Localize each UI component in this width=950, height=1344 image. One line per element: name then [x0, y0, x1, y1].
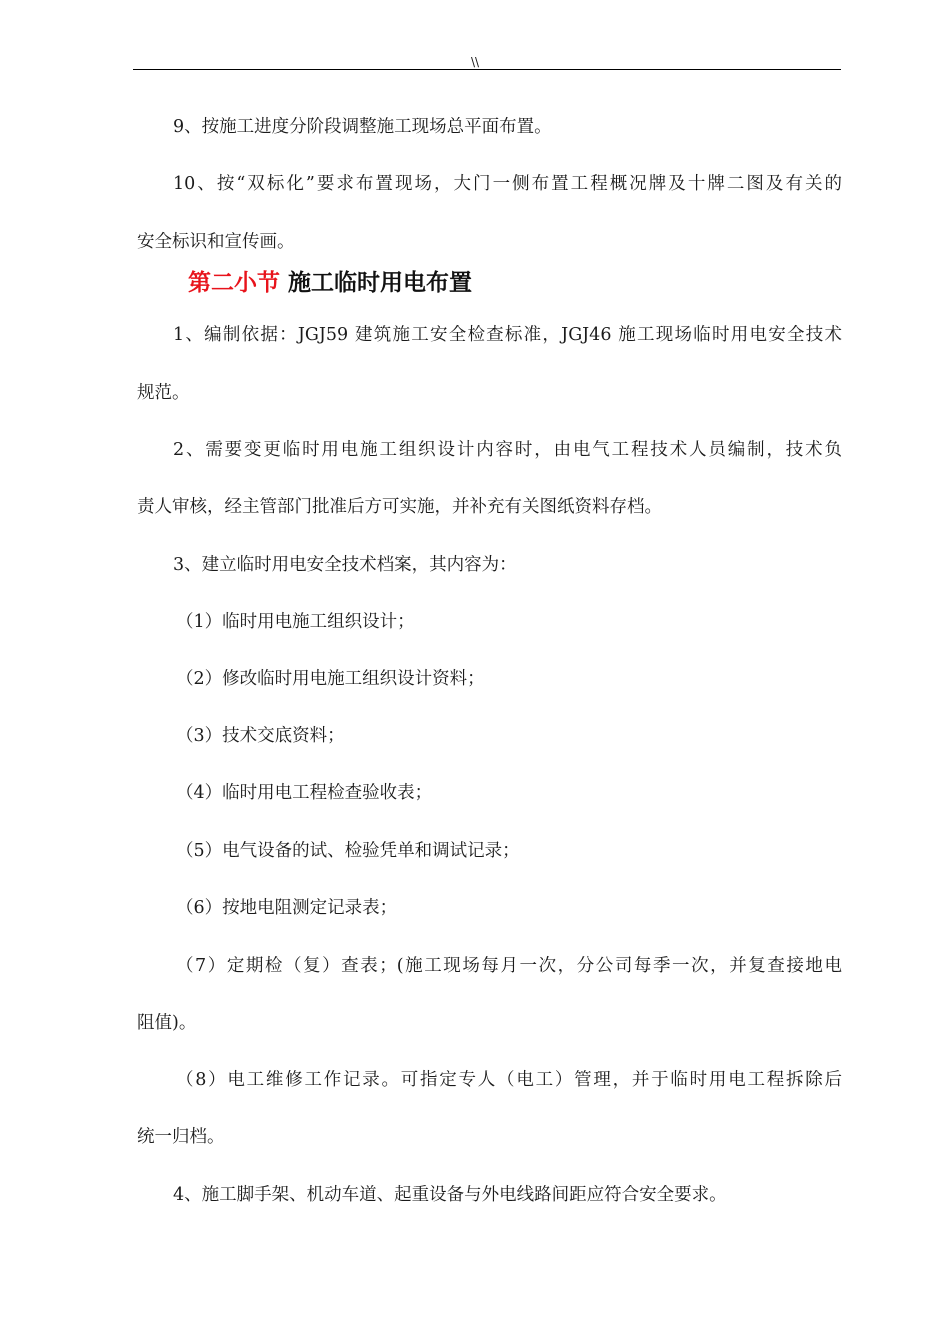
section-title: 施工临时用电布置 — [288, 270, 473, 296]
header-rule — [133, 69, 841, 70]
section-number: 第二小节 — [188, 270, 280, 296]
list-item: （7）定期检（复）查表；(施工现场每月一次，分公司每季一次，并复查接地电 — [176, 956, 842, 976]
list-item: （6）按地电阻测定记录表； — [176, 898, 398, 918]
paragraph-line: 责人审核，经主管部门批准后方可实施，并补充有关图纸资料存档。 — [137, 497, 662, 517]
list-item: （8）电工维修工作记录。可指定专人（电工）管理，并于临时用电工程拆除后 — [176, 1070, 842, 1090]
page-header-mark: \\ — [470, 55, 480, 69]
list-item: （2）修改临时用电施工组织设计资料； — [176, 669, 485, 689]
paragraph-line: 4、施工脚手架、机动车道、起重设备与外电线路间距应符合安全要求。 — [173, 1185, 727, 1205]
paragraph-line: 安全标识和宣传画。 — [137, 232, 295, 252]
paragraph-line: 10、按“双标化”要求布置现场，大门一侧布置工程概况牌及十牌二图及有关的 — [173, 174, 842, 194]
paragraph-line: 9、按施工进度分阶段调整施工现场总平面布置。 — [173, 117, 552, 137]
paragraph-line: 3、建立临时用电安全技术档案，其内容为： — [173, 555, 517, 575]
list-item-continuation: 阻值)。 — [137, 1013, 197, 1033]
section-heading — [188, 266, 472, 300]
list-item: （3）技术交底资料； — [176, 726, 345, 746]
paragraph-line: 1、编制依据：JGJ59 建筑施工安全检查标准，JGJ46 施工现场临时用电安全技术 — [173, 325, 842, 345]
list-item: （1）临时用电施工组织设计； — [176, 612, 415, 632]
list-item: （4）临时用电工程检查验收表； — [176, 783, 433, 803]
paragraph-line: 规范。 — [137, 383, 190, 403]
list-item-continuation: 统一归档。 — [137, 1127, 225, 1147]
paragraph-line: 2、需要变更临时用电施工组织设计内容时，由电气工程技术人员编制，技术负 — [173, 440, 842, 460]
list-item: （5）电气设备的试、检验凭单和调试记录； — [176, 841, 520, 861]
